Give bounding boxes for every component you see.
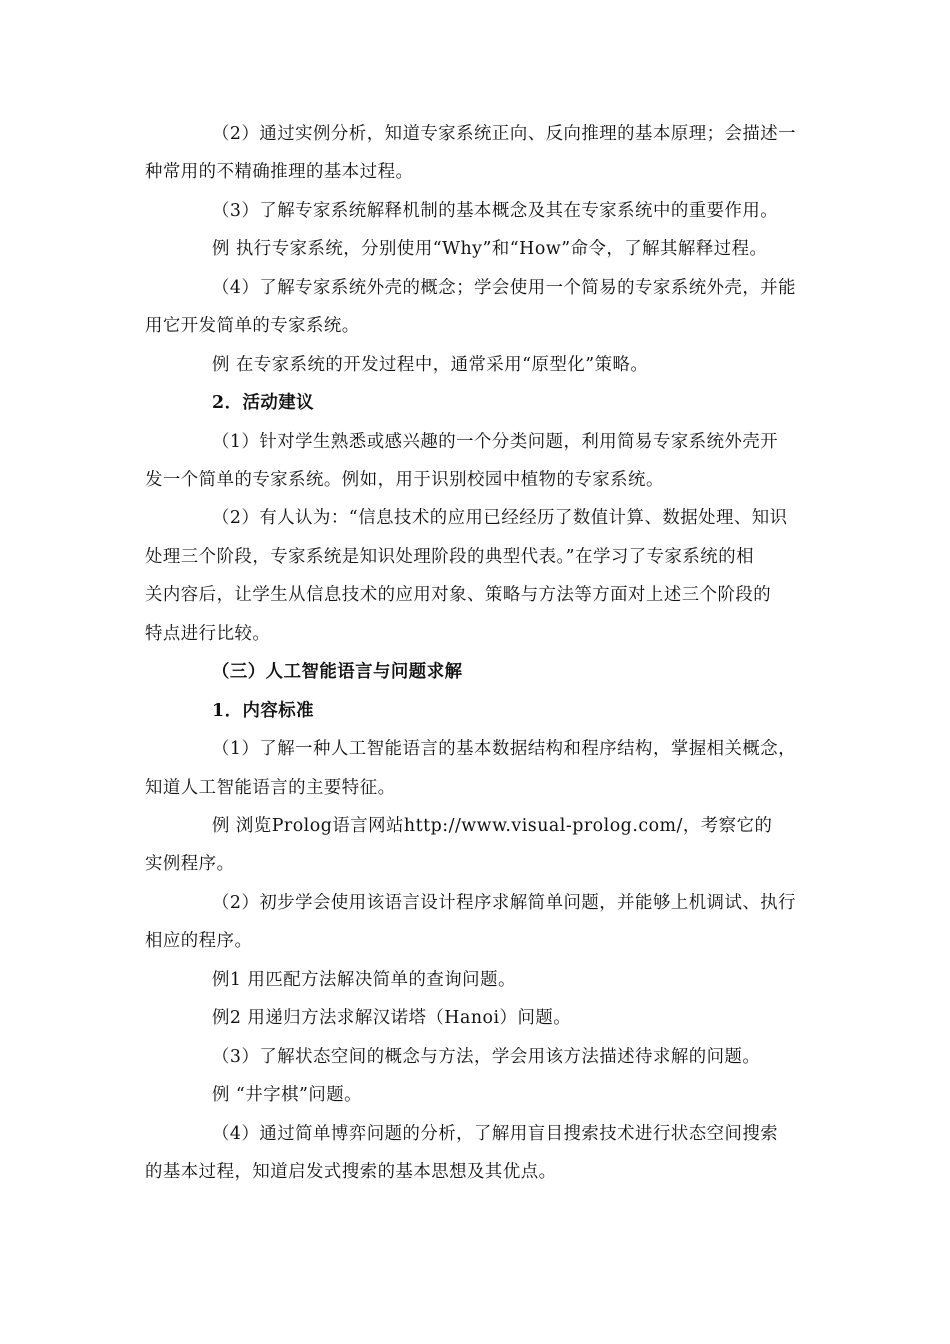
activity-2-line-3: 关内容后，让学生从信息技术的应用对象、策略与方法等方面对上述三个阶段的: [145, 585, 772, 605]
standard-2-line-2: 相应的程序。: [145, 931, 253, 951]
standard-4-line-2: 的基本过程，知道启发式搜索的基本思想及其优点。: [145, 1162, 557, 1182]
paragraph-3: （3）了解专家系统解释机制的基本概念及其在专家系统中的重要作用。: [212, 201, 779, 221]
paragraph-4-line-2: 用它开发简单的专家系统。: [145, 316, 360, 336]
example-why-how: 例 执行专家系统，分别使用“Why”和“How”命令，了解其解释过程。: [212, 239, 768, 259]
standard-4-line-1: （4）通过简单博弈问题的分析，了解用盲目搜索技术进行状态空间搜索: [212, 1124, 779, 1144]
section-heading-ai-language: （三）人工智能语言与问题求解: [212, 662, 463, 682]
example-prototype: 例 在专家系统的开发过程中，通常采用“原型化”策略。: [212, 355, 649, 375]
activity-2-line-4: 特点进行比较。: [145, 624, 271, 644]
example-2-hanoi: 例2 用递归方法求解汉诺塔（Hanoi）问题。: [212, 1008, 572, 1028]
standard-1-line-1: （1）了解一种人工智能语言的基本数据结构和程序结构，掌握相关概念，: [212, 739, 797, 759]
activity-1-line-2: 发一个简单的专家系统。例如，用于识别校园中植物的专家系统。: [145, 470, 664, 490]
standard-3: （3）了解状态空间的概念与方法，学会用该方法描述待求解的问题。: [212, 1047, 761, 1067]
example-prolog-line-2: 实例程序。: [145, 854, 235, 874]
heading-content-standards: 1．内容标准: [212, 701, 315, 721]
heading-activity-suggestions: 2．活动建议: [212, 393, 315, 413]
paragraph-4-line-1: （4）了解专家系统外壳的概念；学会使用一个简易的专家系统外壳，并能: [212, 278, 797, 298]
standard-2-line-1: （2）初步学会使用该语言设计程序求解简单问题，并能够上机调试、执行: [212, 893, 797, 913]
example-prolog-line-1: 例 浏览Prolog语言网站http://www.visual-prolog.com/，考察它的: [212, 816, 773, 836]
standard-1-line-2: 知道人工智能语言的主要特征。: [145, 778, 396, 798]
paragraph-2-line-1: （2）通过实例分析，知道专家系统正向、反向推理的基本原理；会描述一: [212, 124, 797, 144]
paragraph-2-line-2: 种常用的不精确推理的基本过程。: [145, 162, 414, 182]
activity-2-line-1: （2）有人认为：“信息技术的应用已经经历了数值计算、数据处理、知识: [212, 508, 788, 528]
activity-1-line-1: （1）针对学生熟悉或感兴趣的一个分类问题，利用简易专家系统外壳开: [212, 432, 779, 452]
activity-2-line-2: 处理三个阶段，专家系统是知识处理阶段的典型代表。”在学习了专家系统的相: [145, 547, 754, 567]
example-1-matching: 例1 用匹配方法解决简单的查询问题。: [212, 970, 516, 990]
example-tic-tac-toe: 例 “井字棋”问题。: [212, 1085, 363, 1105]
